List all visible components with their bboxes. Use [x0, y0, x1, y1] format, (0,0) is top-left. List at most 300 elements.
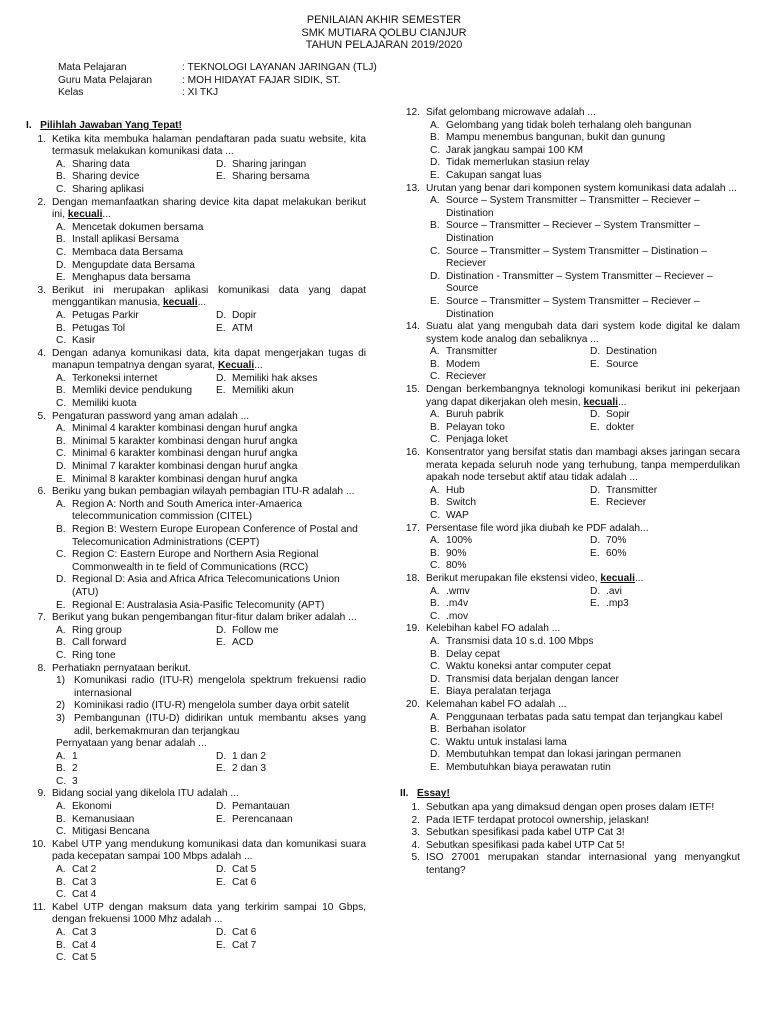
- question-text: Berikut merupakan file ekstensi video, kecuali...: [426, 572, 644, 584]
- answer-options: [56, 751, 366, 789]
- option-text: Membaca data Bersama: [72, 246, 183, 258]
- answer-option: [590, 497, 750, 510]
- header-year: TAHUN PELAJARAN 2019/2020: [305, 39, 463, 52]
- question-item: [26, 197, 366, 285]
- question-text: Persentase file word jika diubah ke PDF adalah...: [426, 522, 649, 534]
- question-text: Kelemahan kabel FO adalah ...: [426, 698, 567, 710]
- question-text: Pengaturan password yang aman adalah ...: [52, 410, 250, 422]
- option-letter: E.: [590, 421, 600, 433]
- exam-info: [58, 62, 377, 100]
- answer-option: [590, 409, 750, 422]
- section-number: I.: [26, 120, 32, 131]
- option-letter: E.: [216, 939, 226, 951]
- answer-option: [56, 889, 216, 902]
- option-text: Switch: [446, 497, 477, 509]
- question-number: 4.: [37, 347, 46, 359]
- answer-option: [216, 751, 376, 764]
- answer-options: [430, 409, 740, 447]
- question-number: 17.: [405, 522, 420, 534]
- option-letter: C.: [56, 183, 67, 195]
- answer-option: [590, 598, 750, 611]
- option-text: Dopir: [232, 309, 257, 321]
- option-text: Cat 2: [72, 864, 97, 876]
- option-text: Minimal 7 karakter kombinasi dengan huruf angka: [72, 461, 298, 473]
- answer-option: [56, 940, 216, 953]
- answer-options: [430, 120, 740, 183]
- section-title: Pilihlah Jawaban Yang Tepat!: [40, 120, 182, 131]
- answer-options: [56, 222, 366, 285]
- question-item: [26, 788, 366, 838]
- answer-option: [56, 814, 216, 827]
- question-stem: [26, 663, 366, 676]
- option-letter: A.: [56, 624, 66, 636]
- option-text: 100%: [446, 535, 473, 547]
- option-letter: E.: [216, 171, 226, 183]
- answer-options: [56, 625, 366, 663]
- option-text: Cat 4: [72, 939, 97, 951]
- essay-question: [400, 852, 740, 877]
- option-letter: A.: [56, 864, 66, 876]
- option-text: Pelayan toko: [446, 421, 505, 433]
- option-text: Perencanaan: [232, 813, 293, 825]
- question-item: [26, 411, 366, 487]
- answer-option: [430, 359, 590, 372]
- keyword-exception: kecuali: [67, 209, 103, 221]
- option-letter: E.: [430, 169, 440, 181]
- option-text: 3: [72, 775, 78, 787]
- answer-option: [430, 409, 590, 422]
- option-text: Source – Transmitter – System Transmitter – Reciever – Distination: [446, 295, 700, 320]
- option-letter: D.: [56, 461, 67, 473]
- option-letter: B.: [430, 358, 440, 370]
- answer-option: [56, 385, 216, 398]
- option-letter: B.: [56, 435, 66, 447]
- option-text: Memliki device pendukung: [72, 385, 193, 397]
- option-letter: A.: [430, 585, 440, 597]
- essay-number: 2.: [411, 814, 420, 826]
- answer-option: [216, 763, 376, 776]
- statement-text: Pembangunan (ITU-D) didirikan untuk membantu akses yang adil, berkemakmuran dan terjangkau: [74, 712, 366, 737]
- section-number: II.: [400, 788, 409, 800]
- option-text: Sopir: [606, 409, 630, 421]
- answer-option: [216, 814, 376, 827]
- option-letter: D.: [216, 309, 227, 321]
- option-text: Ring tone: [72, 649, 116, 661]
- option-letter: E.: [590, 598, 600, 610]
- question-text: Dengan berkembangnya teknologi komunikasi berikut ini pekerjaan yang dapat dikerjakan oleh mesin, kecuali...: [426, 384, 740, 408]
- answer-option: [430, 246, 740, 271]
- answer-option: [430, 611, 590, 624]
- info-label: Kelas: [58, 87, 84, 99]
- option-letter: B.: [430, 132, 440, 144]
- option-text: Mampu menembus bangunan, bukit dan gunung: [446, 132, 666, 144]
- info-label: Guru Mata Pelajaran: [58, 74, 153, 86]
- option-text: Minimal 5 karakter kombinasi dengan huruf angka: [72, 435, 298, 447]
- keyword-exception: Kecuali: [217, 360, 255, 372]
- answer-option: [590, 485, 750, 498]
- essay-number: 1.: [411, 802, 420, 814]
- answer-option: [430, 510, 590, 523]
- question-text: Suatu alat yang mengubah data dari system kode digital ke dalam system kode analog dan sebaliknya ...: [426, 321, 740, 345]
- answer-option: [56, 864, 216, 877]
- question-number: 16.: [405, 447, 420, 459]
- option-text: 2 dan 3: [232, 763, 266, 775]
- answer-option: [56, 625, 216, 638]
- answer-option: [430, 371, 590, 384]
- answer-option: [430, 422, 590, 435]
- statement-text: Kominikasi radio (ITU-R) mengelola sumber daya orbit satelit: [74, 700, 350, 712]
- answer-options: [430, 195, 740, 321]
- option-text: Cat 3: [72, 876, 97, 888]
- answer-option: [56, 159, 216, 172]
- answer-option: [590, 422, 750, 435]
- option-letter: D.: [430, 157, 441, 169]
- option-letter: E.: [216, 763, 226, 775]
- answer-option: [56, 171, 216, 184]
- question-item: [26, 902, 366, 965]
- option-letter: A.: [430, 346, 440, 358]
- option-text: ATM: [232, 322, 253, 334]
- option-text: Reciever: [446, 371, 487, 383]
- option-letter: E.: [56, 599, 66, 611]
- option-text: Install aplikasi Bersama: [72, 234, 180, 246]
- answer-options: [430, 636, 740, 699]
- essay-text: ISO 27001 merupakan standar internasional yang menyangkut tentang?: [426, 852, 740, 877]
- info-row-class: [58, 87, 377, 100]
- answer-option: [56, 373, 216, 386]
- option-text: Region A: North and South America inter-Amaerica telecommunication commission (CITEL): [72, 498, 302, 523]
- option-letter: C.: [430, 371, 441, 383]
- answer-option: [56, 549, 366, 574]
- option-text: .avi: [606, 585, 622, 597]
- question-text: Berikut yang bukan pengembangan fitur-fitur dalam briker adalah ...: [52, 612, 357, 624]
- answer-options: [56, 310, 366, 348]
- answer-option: [430, 548, 590, 561]
- option-text: 1 dan 2: [232, 750, 266, 762]
- question-number: 14.: [405, 321, 420, 333]
- option-text: .wmv: [446, 585, 470, 597]
- option-text: Cat 5: [72, 952, 97, 964]
- option-text: Reciever: [606, 497, 647, 509]
- option-letter: E.: [216, 322, 226, 334]
- question-item: [400, 699, 740, 775]
- section-multiple-choice-heading: [26, 120, 366, 133]
- statement-number: 2): [56, 700, 66, 712]
- option-letter: C.: [56, 952, 67, 964]
- option-letter: B.: [430, 598, 440, 610]
- option-letter: E.: [216, 813, 226, 825]
- answer-option: [56, 436, 366, 449]
- question-number: 3.: [37, 284, 46, 296]
- option-text: Membutuhkan biaya perawatan rutin: [446, 761, 611, 773]
- answer-option: [56, 600, 366, 613]
- option-letter: A.: [56, 927, 66, 938]
- question-stem: [400, 183, 740, 196]
- option-letter: A.: [56, 158, 66, 170]
- question-stem: [26, 486, 366, 499]
- question-text: Kabel UTP yang mendukung komunikasi data dan komunikasi suara pada kecepatan sampai 100 Mbps adalah ...: [52, 838, 366, 863]
- essay-text: Sebutkan apa yang dimaksud dengan open proses dalam IETF!: [426, 802, 715, 814]
- statement-item: [56, 700, 366, 713]
- essay-question: [400, 827, 740, 840]
- answer-option: [56, 310, 216, 323]
- answer-option: [430, 296, 740, 321]
- answer-option: [430, 120, 740, 133]
- answer-option: [430, 485, 590, 498]
- answer-option: [430, 724, 740, 737]
- statement-text: Komunikasi radio (ITU-R) mengelola spektrum frekuensi radio internasional: [74, 675, 366, 699]
- option-text: Tidak memerlukan stasiun relay: [446, 157, 590, 169]
- answer-option: [56, 474, 366, 487]
- info-label: Mata Pelajaran: [58, 62, 127, 73]
- question-stem: [26, 285, 366, 310]
- option-letter: A.: [56, 750, 66, 762]
- question-item: [26, 285, 366, 348]
- option-text: Memiliki hak akses: [232, 372, 318, 384]
- option-letter: B.: [56, 234, 66, 246]
- question-item: [400, 107, 740, 183]
- essay-number: 5.: [411, 852, 420, 864]
- answer-option: [216, 159, 376, 172]
- answer-option: [56, 637, 216, 650]
- option-letter: E.: [430, 295, 440, 307]
- question-stem: [400, 384, 740, 409]
- statement-number: 1): [56, 675, 66, 687]
- option-letter: D.: [430, 270, 441, 282]
- question-number: 2.: [37, 196, 46, 208]
- option-letter: C.: [430, 560, 441, 572]
- option-text: Gelombang yang tidak boleh terhalang oleh bangunan: [446, 119, 692, 131]
- option-letter: D.: [216, 801, 227, 813]
- option-text: Source: [606, 358, 639, 370]
- option-text: .m4v: [446, 598, 469, 610]
- option-letter: E.: [216, 385, 226, 397]
- option-letter: B.: [430, 421, 440, 433]
- question-substem: Pernyataan yang benar adalah ...: [56, 738, 207, 750]
- essay-text: Pada IETF terdapat protocol ownership, jelaskan!: [426, 814, 650, 826]
- option-letter: E.: [430, 686, 440, 698]
- option-text: Minimal 8 karakter kombinasi dengan huruf angka: [72, 473, 298, 485]
- header-school: SMK MUTIARA QOLBU CIANJUR: [301, 26, 467, 39]
- question-item: [400, 573, 740, 623]
- question-stem: [400, 623, 740, 636]
- option-letter: D.: [590, 585, 601, 597]
- option-text: Penjaga loket: [446, 434, 508, 446]
- statement-item: [56, 713, 366, 738]
- statement-number: 3): [56, 712, 66, 724]
- option-letter: D.: [430, 749, 441, 761]
- essay-question: [400, 815, 740, 828]
- question-number: 9.: [37, 788, 46, 800]
- answer-options: [56, 373, 366, 411]
- answer-option: [430, 220, 740, 245]
- option-letter: D.: [590, 535, 601, 547]
- option-letter: C.: [56, 775, 67, 787]
- question-stem: [26, 839, 366, 864]
- question-text: Beriku yang bukan pembagian wilayah pembagian ITU-R adalah ...: [52, 486, 355, 498]
- question-stem: [26, 788, 366, 801]
- option-letter: B.: [430, 220, 440, 232]
- option-text: Sharing jaringan: [232, 158, 307, 170]
- essay-text: Sebutkan spesifikasi pada kabel UTP Cat 5!: [426, 839, 625, 851]
- option-text: Buruh pabrik: [446, 409, 504, 421]
- essay-number: 4.: [411, 839, 420, 851]
- answer-option: [56, 524, 366, 549]
- question-text: Urutan yang benar dari komponen system komunikasi data adalah ...: [426, 182, 737, 194]
- option-letter: C.: [56, 549, 67, 561]
- option-text: Mencetak dokumen bersama: [72, 221, 204, 233]
- option-letter: D.: [216, 750, 227, 762]
- option-letter: C.: [56, 448, 67, 460]
- answer-option: [430, 271, 740, 296]
- question-item: [400, 183, 740, 322]
- essay-list: [400, 802, 740, 878]
- essay-text: Sebutkan spesifikasi pada kabel UTP Cat 3!: [426, 827, 625, 839]
- option-text: Petugas Tol: [72, 322, 126, 334]
- option-text: Waktu koneksi antar computer cepat: [446, 661, 611, 673]
- option-letter: A.: [56, 801, 66, 813]
- option-text: Regional E: Australasia Asia-Pasific Telecomunity (APT): [72, 599, 325, 611]
- option-letter: B.: [56, 876, 66, 888]
- question-text: Konsentrator yang bersifat statis dan mambagi akses jaringan secara merata kepada seluruh node yang terhubung, tanpa memperdulikan apakah node tersebut aktif atau tidak adalah ...: [426, 447, 740, 484]
- option-text: Transmisi data 10 s.d. 100 Mbps: [446, 635, 594, 647]
- option-text: Membutuhkan tempat dan lokasi jaringan permanen: [446, 749, 682, 761]
- option-letter: D.: [56, 574, 67, 586]
- info-value: : TEKNOLOGI LAYANAN JARINGAN (TLJ): [182, 62, 377, 73]
- answer-option: [56, 448, 366, 461]
- answer-option: [590, 586, 750, 599]
- answer-option: [430, 434, 590, 447]
- option-text: 70%: [606, 535, 627, 547]
- option-text: Ring group: [72, 624, 122, 636]
- option-letter: A.: [56, 372, 66, 384]
- option-text: Cakupan sangat luas: [446, 169, 542, 181]
- option-letter: A.: [430, 535, 440, 547]
- question-text: Berikut ini merupakan aplikasi komunikasi data yang dapat menggantikan manusia, kecuali...: [52, 284, 366, 309]
- option-letter: C.: [430, 144, 441, 156]
- answer-option: [430, 712, 740, 725]
- option-text: Sharing aplikasi: [72, 183, 144, 195]
- essay-question: [400, 840, 740, 853]
- answer-option: [216, 637, 376, 650]
- option-letter: B.: [430, 648, 440, 660]
- option-letter: B.: [56, 322, 66, 334]
- question-stem: [400, 699, 740, 712]
- option-letter: C.: [430, 610, 441, 622]
- answer-options: [430, 535, 740, 573]
- question-text: Dengan memanfaatkan sharing device kita dapat melakukan berikut ini, kecuali...: [52, 196, 366, 221]
- answer-option: [430, 598, 590, 611]
- answer-option: [216, 171, 376, 184]
- option-letter: A.: [56, 423, 66, 435]
- question-text: Perhatiakn pernyataan berikut.: [52, 662, 191, 674]
- option-text: Cat 4: [72, 889, 97, 901]
- option-letter: A.: [430, 635, 440, 647]
- answer-option: [56, 952, 216, 965]
- option-text: Call forward: [72, 637, 127, 649]
- answer-option: [216, 385, 376, 398]
- option-text: Sharing bersama: [232, 171, 310, 183]
- answer-option: [56, 574, 366, 599]
- question-number: 12.: [405, 107, 420, 118]
- answer-options: [430, 346, 740, 384]
- section-essay-heading: [400, 788, 740, 801]
- answer-option: [56, 927, 216, 940]
- info-value: : XI TKJ: [182, 87, 219, 99]
- option-letter: D.: [216, 372, 227, 384]
- question-number: 13.: [405, 182, 420, 194]
- answer-option: [56, 826, 216, 839]
- answer-option: [56, 650, 216, 663]
- option-letter: E.: [216, 637, 226, 649]
- answer-options: [56, 801, 366, 839]
- keyword-exception: kecuali: [600, 572, 635, 584]
- option-letter: D.: [590, 409, 601, 421]
- question-number: 5.: [37, 410, 46, 422]
- option-text: Source – Transmitter – Reciever – System Transmitter – Distination: [446, 220, 700, 244]
- option-text: ACD: [232, 637, 254, 649]
- option-letter: D.: [430, 673, 441, 685]
- option-text: Region C: Eastern Europe and Northern Asia Regional Commonwealth in te field of Communications (RCC): [72, 549, 319, 573]
- answer-option: [430, 586, 590, 599]
- keyword-exception: kecuali: [163, 297, 198, 309]
- answer-option: [216, 927, 376, 940]
- option-text: Ekonomi: [72, 801, 112, 813]
- option-text: Kasir: [72, 335, 96, 347]
- option-text: Transmitter: [606, 484, 658, 496]
- answer-option: [56, 222, 366, 235]
- question-number: 7.: [37, 612, 46, 624]
- option-text: Minimal 4 karakter kombinasi dengan huruf angka: [72, 423, 298, 435]
- option-text: .mp3: [606, 598, 629, 610]
- answer-option: [216, 801, 376, 814]
- answer-options: [430, 712, 740, 775]
- option-text: 90%: [446, 547, 467, 559]
- option-letter: D.: [216, 927, 227, 938]
- question-item: [26, 348, 366, 411]
- option-text: Minimal 6 karakter kombinasi dengan huruf angka: [72, 448, 298, 460]
- answer-option: [430, 674, 740, 687]
- answer-option: [216, 310, 376, 323]
- option-text: Waktu untuk instalasi lama: [446, 736, 567, 748]
- option-text: Cat 6: [232, 876, 257, 888]
- question-item: [400, 623, 740, 699]
- option-text: .mov: [446, 610, 469, 622]
- option-text: 80%: [446, 560, 467, 572]
- answer-option: [430, 762, 740, 775]
- option-text: 1: [72, 750, 78, 762]
- question-stem: [26, 612, 366, 625]
- answer-option: [56, 461, 366, 474]
- option-text: Distination - Transmitter – System Transmitter – Reciever – Source: [446, 270, 713, 295]
- option-letter: B.: [430, 497, 440, 509]
- option-letter: B.: [430, 547, 440, 559]
- question-text: Bidang social yang dikelola ITU adalah ...: [52, 788, 239, 800]
- option-letter: A.: [430, 484, 440, 496]
- question-stem: [26, 134, 366, 159]
- option-letter: D.: [216, 864, 227, 876]
- option-letter: A.: [56, 309, 66, 321]
- answer-option: [56, 776, 216, 789]
- option-text: Memiliki kuota: [72, 398, 137, 410]
- option-letter: A.: [430, 119, 440, 131]
- option-letter: E.: [56, 272, 66, 284]
- answer-option: [216, 625, 376, 638]
- option-letter: D.: [216, 158, 227, 170]
- answer-option: [216, 864, 376, 877]
- option-text: Penggunaan terbatas pada satu tempat dan terjangkau kabel: [446, 711, 723, 723]
- question-item: [26, 663, 366, 789]
